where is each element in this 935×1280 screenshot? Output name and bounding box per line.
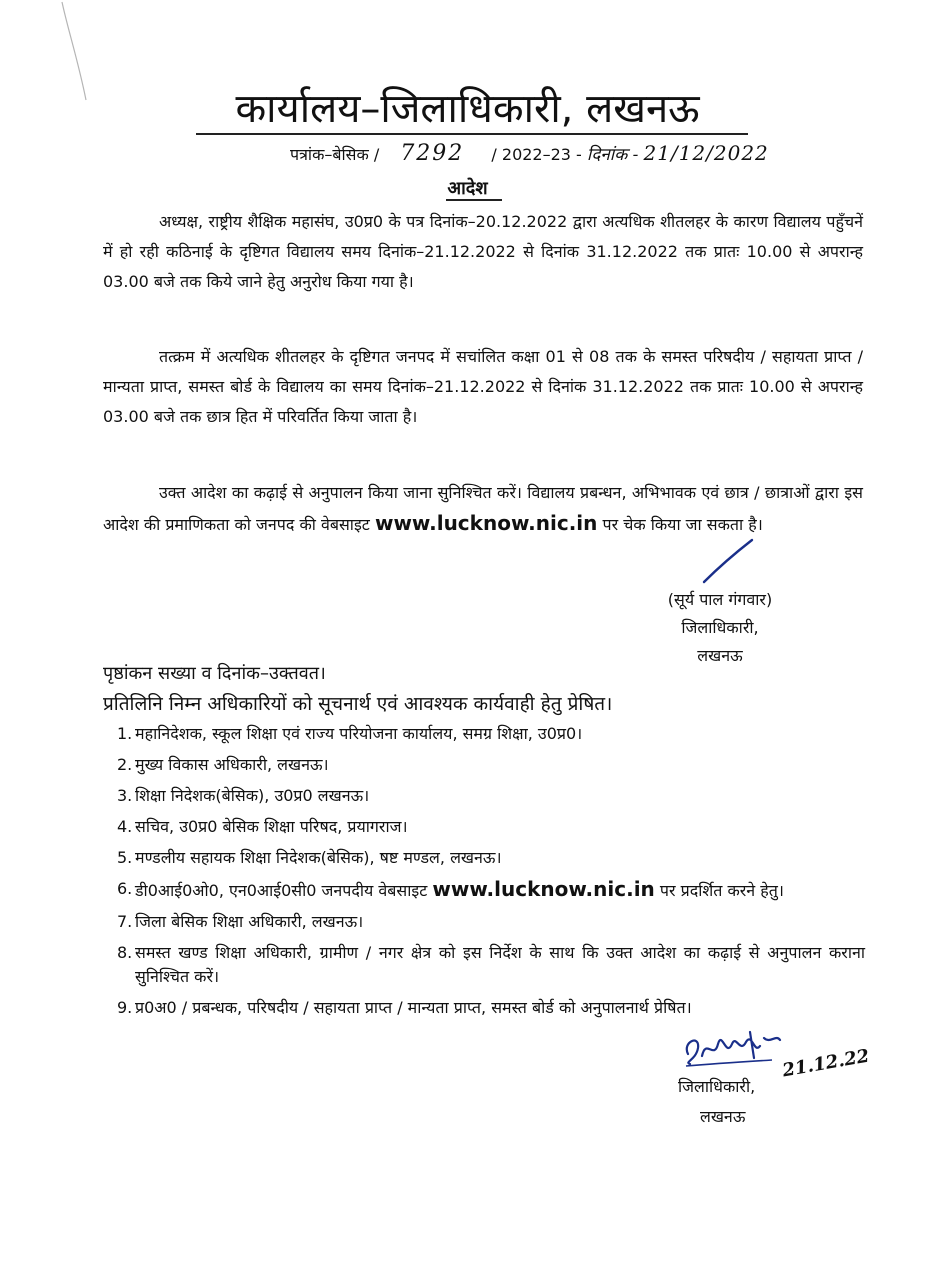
handwritten-signature: [680, 1024, 790, 1070]
ref-date: 21/12/2022: [643, 141, 769, 165]
para3-text: उक्त आदेश का कढ़ाई से अनुपालन किया जाना सुनिश्चित करें। विद्यालय प्रबन्धन, अभिभावक एवं छात्र / छात्राओं द्वारा इस आदेश की प्रमाणिकता को जनपद की वेबसाइट: [103, 483, 863, 534]
office-title: कार्यालय–जिलाधिकारी, लखनऊ: [235, 86, 700, 132]
signatory-designation: जिलाधिकारी,: [681, 618, 759, 637]
website-link: www.lucknow.nic.in: [374, 511, 598, 535]
endorsement-line: पृष्ठांकन सख्या व दिनांक–उक्तवत।: [103, 663, 326, 684]
ref-prefix: पत्रांक–बेसिक /: [290, 145, 380, 164]
website-link: www.lucknow.nic.in: [432, 877, 655, 901]
list-item: 4. सचिव, उ0प्र0 बेसिक शिक्षा परिषद, प्रयागराज।: [117, 817, 408, 836]
signatory-name: (सूर्य पाल गंगवार): [667, 590, 773, 609]
ref-number: 7292: [400, 141, 465, 166]
order-paragraph-2: तत्क्रम में अत्यधिक शीतलहर के दृष्टिगत जनपद में सचांलित कक्षा 01 से 08 तक के समस्त परिषदीय / सहायता प्राप्त / मान्यता प्राप्त, समस्त बोर्ड के विद्यालय का समय दिनांक–21.12.2022 से दिनांक 31.12.2022 तक प्रातः 10.00 से अपरान्ह 03.00 बजे तक छात्र हित में परिवर्तित किया जाता है।: [103, 347, 863, 426]
ref-date-label: दिनांक -: [586, 145, 639, 165]
list-item: 7. जिला बेसिक शिक्षा अधिकारी, लखनऊ।: [117, 912, 364, 931]
list-item: 5. मण्डलीय सहायक शिक्षा निदेशक(बेसिक), षष्ट मण्डल, लखनऊ।: [117, 848, 502, 867]
order-paragraph-3: [103, 478, 863, 540]
reference-line: [290, 140, 769, 168]
signatory-place: लखनऊ: [697, 646, 743, 665]
order-paragraph-1: अध्यक्ष, राष्ट्रीय शैक्षिक महासंघ, उ0प्र0 के पत्र दिनांक–20.12.2022 द्वारा अत्यधिक शीतलहर के कारण विद्यालय पहुँचनें में हो रही कठिनाई के दृष्टिगत विद्यालय समय दिनांक–21.12.2022 से दिनांक 31.12.2022 तक प्रातः 10.00 से अपरान्ह 03.00 बजे तक किये जाने हेतु अनुरोध किया गया है।: [103, 212, 863, 291]
signatory-block: [620, 586, 820, 670]
para3-tail: पर चेक किया जा सकता है।: [602, 515, 763, 534]
distribution-list: [103, 722, 865, 1027]
list-item: 3. शिक्षा निदेशक(बेसिक), उ0प्र0 लखनऊ।: [117, 786, 370, 805]
endorsement-place: लखनऊ: [700, 1107, 746, 1126]
signature-stroke: [700, 536, 760, 586]
list-item: 9. प्र0अ0 / प्रबन्धक, परिषदीय / सहायता प्राप्त / मान्यता प्राप्त, समस्त बोर्ड को अनुपालनार्थ प्रेषित।: [117, 998, 692, 1017]
list-item: 1. महानिदेशक, स्कूल शिक्षा एवं राज्य परियोजना कार्यालय, समग्र शिक्षा, उ0प्र0।: [117, 724, 583, 743]
order-heading: आदेश: [447, 178, 488, 199]
title-underline: [196, 133, 748, 135]
endorsement-signatory: [678, 1072, 818, 1132]
list-item: 6. डी0आई0ओ0, एन0आई0सी0 जनपदीय वेबसाइट www.lucknow.nic.in पर प्रदर्शित करने हेतु।: [117, 877, 784, 901]
ref-year: / 2022–23 -: [491, 145, 582, 164]
list-item: 8. समस्त खण्ड शिक्षा अधिकारी, ग्रामीण / नगर क्षेत्र को इस निर्देश के साथ कि उक्त आदेश का कढ़ाई से अनुपालन कराना सुनिश्चित करें।: [117, 943, 865, 986]
heading-underline: [446, 199, 502, 201]
copy-forward-line: प्रतिलिनि निम्न अधिकारियों को सूचनार्थ एवं आवश्यक कार्यवाही हेतु प्रेषित।: [103, 693, 613, 715]
list-item: 2. मुख्य विकास अधिकारी, लखनऊ।: [117, 755, 329, 774]
endorsement-designation: जिलाधिकारी,: [678, 1077, 756, 1096]
handwritten-date: 21.12.22: [780, 1045, 871, 1082]
